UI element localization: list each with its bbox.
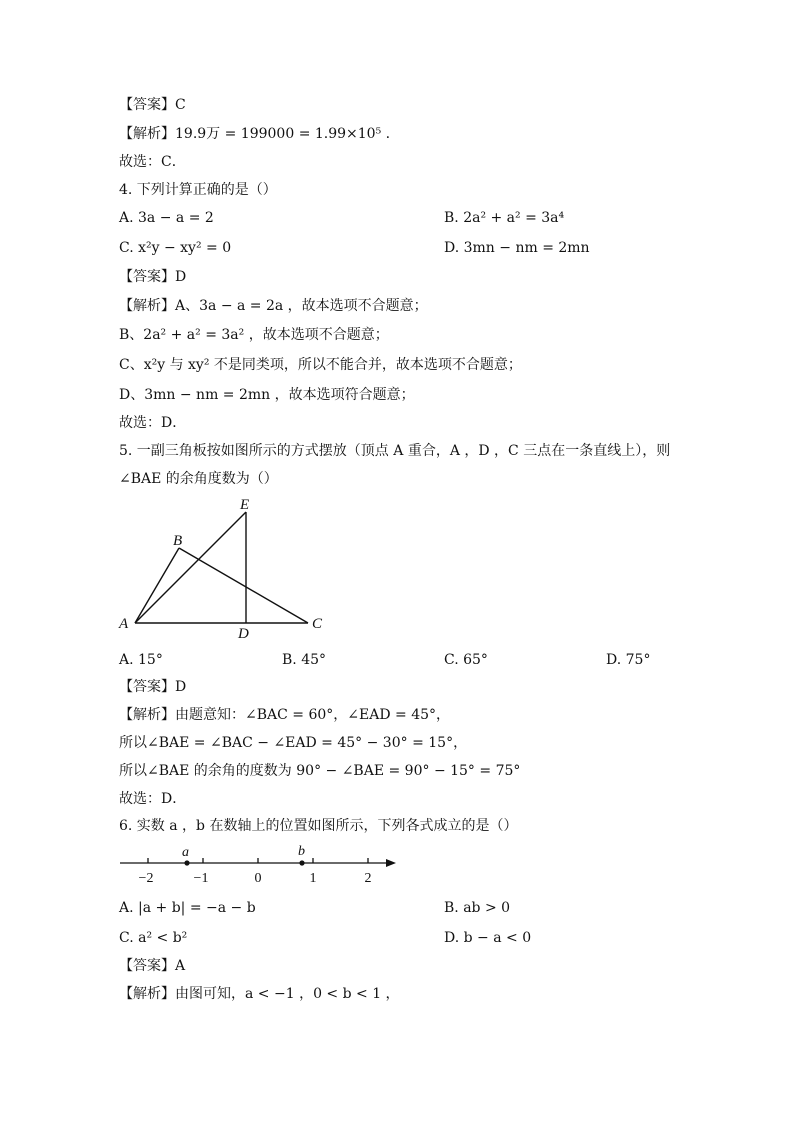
tick-label-0: 0 [254,871,262,886]
tick-label-1: 1 [309,871,317,886]
selection-q3: 故选：C． [119,154,186,170]
question-4: 4. 下列计算正确的是（） [119,182,277,198]
axis-arrow-icon [386,859,396,867]
q4-option-b: B. 2a² + a² = 3a⁴ [444,210,565,226]
solution-q6-line1: 【解析】由图可知，a < −1 ，0 < b < 1 ， [119,986,400,1002]
answer-q4: 【答案】D [119,269,187,285]
answer-q5: 【答案】D [119,679,187,695]
solution-q5-line1: 【解析】由题意知：∠BAC = 60°，∠EAD = 45°， [119,707,451,723]
q6-option-a: A. |a + b| = −a − b [119,900,256,916]
tick-label-neg2: −2 [138,871,154,886]
line-ae [135,512,246,623]
solution-q5-line2: 所以∠BAE = ∠BAC − ∠EAD = 45° − 30° = 15°， [119,735,468,751]
label-b: B [173,533,183,549]
q4-option-d: D. 3mn − nm = 2mn [444,240,590,256]
label-c: C [312,616,323,632]
solution-q4-line3: C、x²y 与 xy² 不是同类项，所以不能合并，故本选项不合题意； [119,357,522,373]
q4-option-a: A. 3a − a = 2 [119,210,214,226]
label-d: D [238,626,249,642]
question-5-line2: ∠BAE 的余角度数为（） [119,471,278,487]
tick-label-2: 2 [364,871,372,886]
tick-label-neg1: −1 [193,871,209,886]
label-a: A [119,616,129,632]
q5-option-c: C. 65° [444,652,488,668]
point-a [184,860,189,865]
solution-q4-line4: D、3mn − nm = 2mn ，故本选项符合题意； [119,387,415,403]
q6-option-c: C. a² < b² [119,930,188,946]
q4-option-c: C. x²y − xy² = 0 [119,240,232,256]
q5-option-a: A. 15° [119,652,163,668]
label-e: E [240,497,250,513]
q6-option-d: D. b − a < 0 [444,930,532,946]
line-bc [179,548,308,623]
label-point-b: b [298,844,305,859]
number-line-figure [115,840,400,886]
point-b [299,860,304,865]
question-6: 6. 实数 a ，b 在数轴上的位置如图所示，下列各式成立的是（） [119,818,518,834]
solution-q4-line1: 【解析】A、3a − a = 2a ，故本选项不合题意； [119,298,428,314]
selection-q5: 故选：D． [119,791,187,807]
solution-q5-line3: 所以∠BAE 的余角的度数为 90° − ∠BAE = 90° − 15° = 75° [119,763,521,779]
question-5-line1: 5. 一副三角板按如图所示的方式摆放（顶点 A 重合，A ，D ，C 三点在一条直线上），则 [119,443,671,459]
q6-option-b: B. ab > 0 [444,900,511,916]
triangle-figure [110,492,340,644]
answer-q6: 【答案】A [119,958,186,974]
solution-q3: 【解析】19.9万 = 199000 = 1.99×10⁵ . [119,126,391,142]
label-point-a: a [182,845,189,860]
answer-q3: 【答案】C [119,97,186,113]
q5-option-d: D. 75° [606,652,651,668]
q5-option-b: B. 45° [282,652,327,668]
solution-q4-line2: B、2a² + a² = 3a² ，故本选项不合题意； [119,327,389,343]
selection-q4: 故选：D． [119,415,187,431]
